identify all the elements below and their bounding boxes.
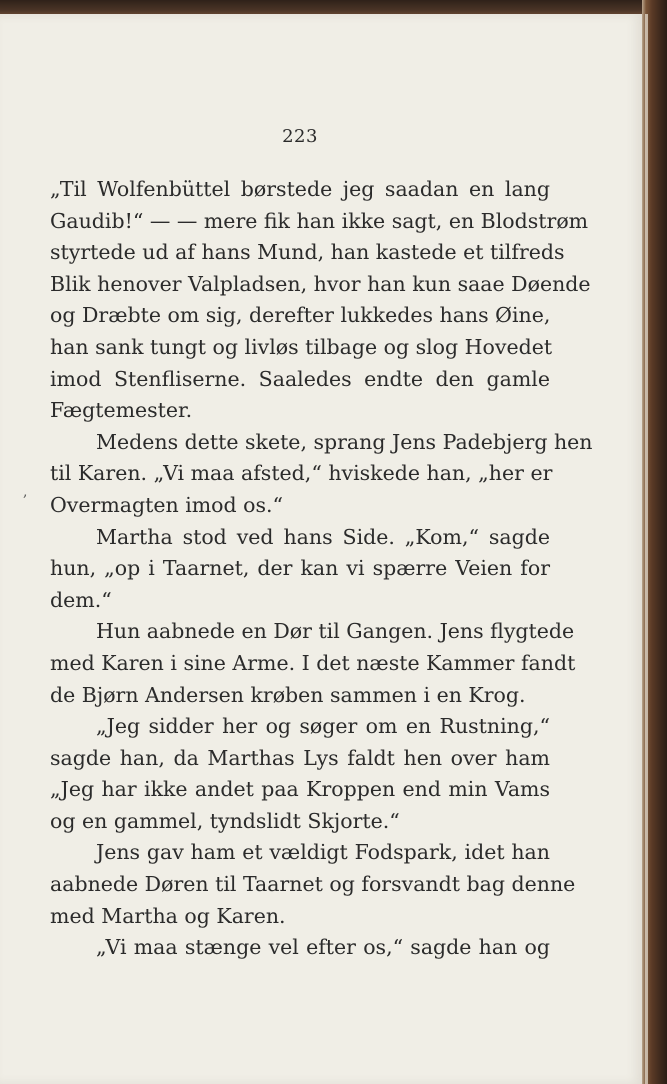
page-sheet — [0, 14, 643, 1084]
page-number: 223 — [282, 126, 318, 147]
text-line: sagde han, da Marthas Lys faldt hen over ham — [50, 745, 550, 770]
text-line: „Til Wolfenbüttel børstede jeg saadan en lang — [50, 177, 550, 201]
text-line: med Karen i sine Arme. I det næste Kammer fandt — [50, 650, 576, 675]
text-line: Jens gav ham et vældigt Fodspark, idet han — [96, 840, 550, 865]
text-line: Medens dette skete, sprang Jens Padebjerg hen — [96, 429, 593, 454]
book-edge — [642, 0, 667, 1084]
text-line: styrtede ud af hans Mund, han kastede et tilfreds — [50, 240, 565, 265]
text-line: „Jeg har ikke andet paa Kroppen end min Vams — [50, 777, 550, 802]
text-line: Overmagten imod os.“ — [50, 492, 284, 517]
body-text — [50, 174, 593, 964]
text-line: Hun aabnede en Dør til Gangen. Jens flygtede — [96, 619, 575, 644]
text-line: med Martha og Karen. — [50, 903, 286, 928]
text-line: han sank tungt og livløs tilbage og slog Hovedet — [50, 334, 553, 359]
text-line: Fægtemester. — [50, 398, 193, 423]
text-line: Blik henover Valpladsen, hvor han kun saae Døende — [50, 271, 591, 296]
text-line: de Bjørn Andersen krøben sammen i en Krog. — [50, 682, 526, 707]
stray-mark: , — [23, 484, 28, 500]
text-line: og Dræbte om sig, derefter lukkedes hans Øine, — [50, 303, 551, 328]
text-line: aabnede Døren til Taarnet og forsvandt bag denne — [50, 872, 576, 897]
text-line: Martha stod ved hans Side. „Kom,“ sagde — [96, 524, 550, 549]
text-line: „Jeg sidder her og søger om en Rustning,“ — [96, 714, 550, 739]
text-line: imod Stenfliserne. Saaledes endte den gamle — [50, 366, 550, 391]
text-line: til Karen. „Vi maa afsted,“ hviskede han, „her er — [50, 461, 553, 486]
text-line: Gaudib!“ — — mere fik han ikke sagt, en Blodstrøm — [50, 208, 589, 233]
text-line: „Vi maa stænge vel efter os,“ sagde han og — [96, 935, 550, 960]
text-line: hun, „op i Taarnet, der kan vi spærre Veien for — [50, 556, 550, 581]
text-line: og en gammel, tyndslidt Skjorte.“ — [50, 808, 400, 833]
text-line: dem.“ — [50, 587, 112, 612]
